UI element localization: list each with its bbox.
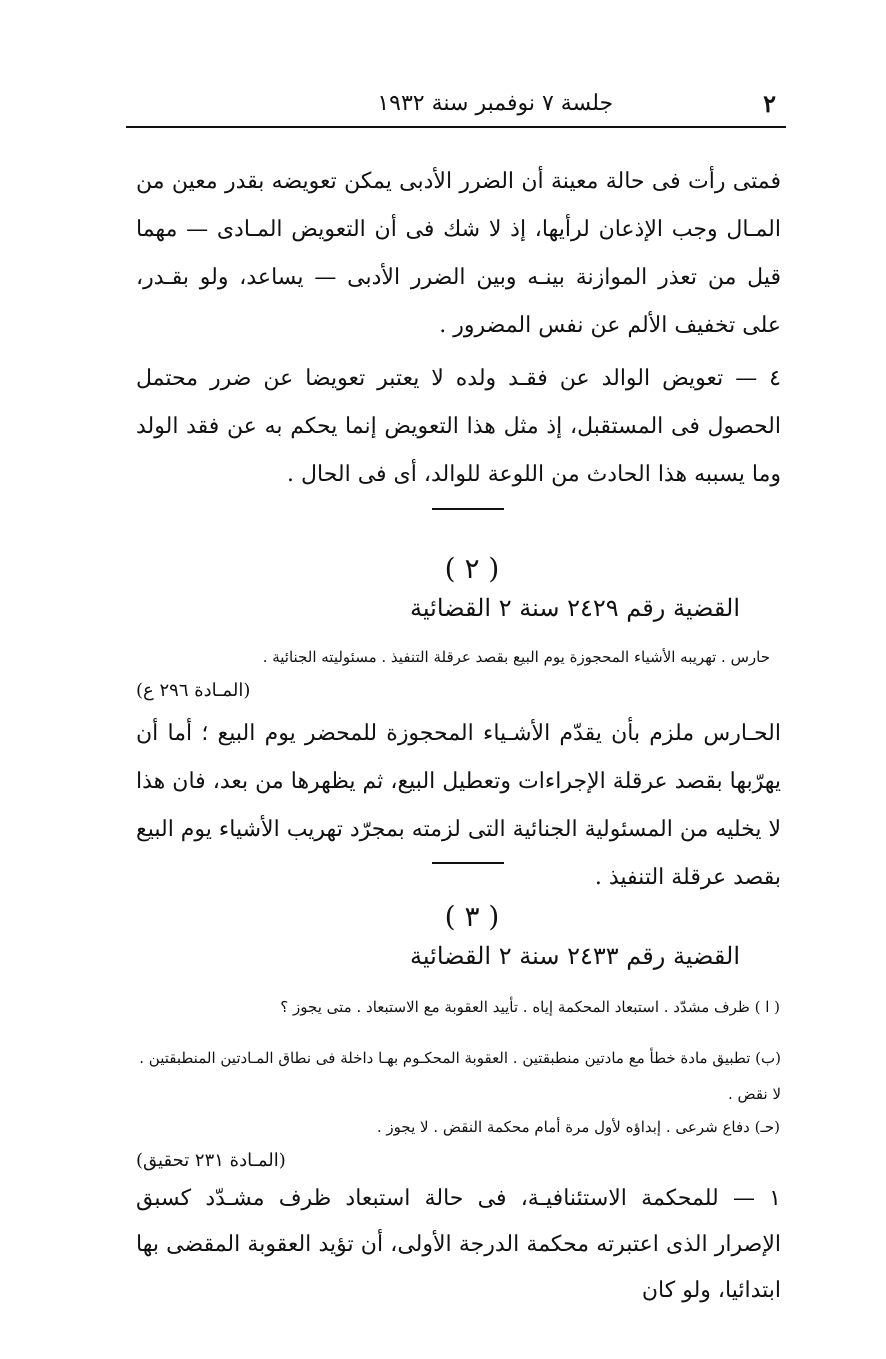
running-title: جلسة ٧ نوفمبر سنة ١٩٣٢ (377, 90, 614, 116)
page-number: ٢ (763, 88, 776, 118)
item-c-label: (حـ) (754, 1118, 780, 1136)
section-3-article-ref: (المـادة ٢٣١ تحقيق) (136, 1150, 286, 1171)
section-2-article-ref: (المـادة ٢٩٦ ع) (136, 680, 251, 701)
item-b-text: تطبيق مادة خطأ مع مادتين منطبقتين . العقوبة المحكـوم بهـا داخلة فى نطاق المـادتين المنطبقتين . لا نقض . (139, 1049, 781, 1103)
section-divider-2 (432, 862, 504, 864)
item-a-text: ظرف مشدّد . استبعاد المحكمة إياه . تأييد العقوبة مع الاستبعاد . متى يجوز ؟ (280, 998, 750, 1016)
page-header (126, 80, 786, 128)
section-2-summary: حارس . تهريبه الأشياء المحجوزة يوم البيع بقصد عرقلة التنفيذ . مسئوليته الجنائية . (262, 648, 770, 666)
section-3-item-a (180, 998, 780, 1016)
section-3-item-c (200, 1118, 780, 1136)
item-b-label: (ب) (755, 1049, 781, 1067)
section-3-item-b (136, 1040, 781, 1112)
section-2-number: ( ٢ ) (444, 552, 500, 585)
section-divider-1 (432, 508, 504, 510)
section-3-point-1: ١ — للمحكمة الاستئنافيـة، فى حالة استبعاد ظرف مشـدّد كسبق الإصرار الذى اعتبرته محكمة الدرجة الأولى، أن تؤيد العقوبة المقضى بها ابتدائيا، ولو كان (136, 1186, 781, 1303)
section-2-body: الحـارس ملزم بأن يقدّم الأشـياء المحجوزة للمحضر يوم البيع ؛ أما أن يهرّبها بقصد عرقلة الإجراءات وتعطيل البيع، ثم يظهرها من بعد، فان هذا لا يخليه من المسئولية الجنائية التى لزمته بمجرّد تهريب الأشياء يوم البيع بقصد عرقلة التنفيذ . (136, 721, 781, 890)
intro-paragraph: فمتى رأت فى حالة معينة أن الضرر الأدبى يمكن تعويضه بقدر معين من المـال وجب الإذعان لرأيها، إذ لا شك فى أن التعويض المـادى — مهما قيل من تعذر الموازنة بينـه وبين الضرر الأدبى — يساعد، ولو بقـدر، على تخفيف الألم عن نفس المضرور . (136, 169, 781, 338)
item-c-text: دفاع شرعى . إبداؤه لأول مرة أمام محكمة النقض . لا يجوز . (376, 1118, 750, 1136)
section-3-number: ( ٣ ) (444, 900, 500, 933)
point-4-paragraph: ٤ — تعويض الوالد عن فقـد ولده لا يعتبر تعويضا عن ضرر محتمل الحصول فى المستقبل، إذ مثل هذا التعويض إنما يحكم به عن فقد الولد وما يسببه هذا الحادث من اللوعة للوالد، أى فى الحال . (136, 366, 781, 487)
section-2-case-title: القضية رقم ٢٤٢٩ سنة ٢ القضائية (410, 594, 740, 622)
section-3-case-title: القضية رقم ٢٤٣٣ سنة ٢ القضائية (410, 942, 740, 970)
item-a-label: ( ا ) (754, 998, 780, 1016)
